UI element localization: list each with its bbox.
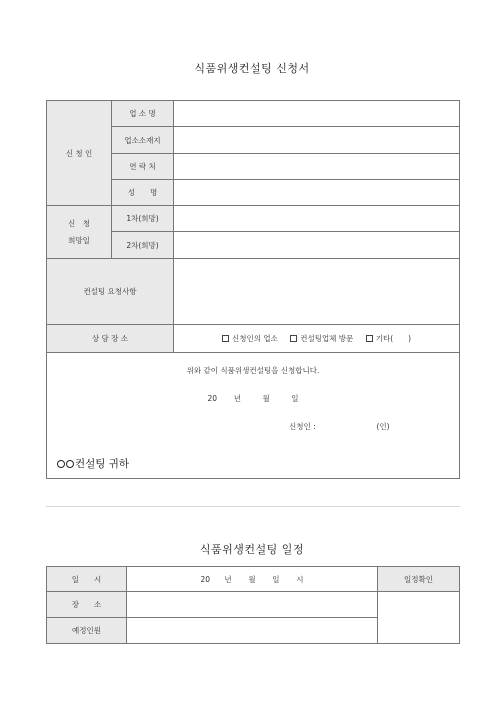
schedule-table xyxy=(46,566,460,644)
applicant-group-label: 신 청 인 xyxy=(47,101,112,206)
datetime-field[interactable]: 20 년 월 일 시 xyxy=(127,567,378,592)
statement-cell xyxy=(47,353,460,479)
section-divider xyxy=(46,506,460,507)
place-option-own-business[interactable]: 신청인의 업소 xyxy=(222,333,278,344)
seal-label: (인) xyxy=(376,422,390,431)
circle-mark-icon xyxy=(57,460,65,468)
form-title: 식품위생컨설팅 신청서 xyxy=(194,62,310,75)
statement-text: 위와 같이 식품위생컨설팅을 신청합니다. xyxy=(186,366,320,375)
schedule-title: 식품위생컨설팅 일정 xyxy=(199,543,305,556)
place-options xyxy=(174,325,460,353)
confirm-field[interactable] xyxy=(378,592,460,644)
request-label: 컨설팅 요청사항 xyxy=(47,259,174,325)
place-field[interactable] xyxy=(127,592,378,618)
confirm-label: 일정확인 xyxy=(378,567,460,592)
application-form-table xyxy=(46,100,460,479)
date-2-field[interactable] xyxy=(174,232,460,259)
applicant-sign-line xyxy=(289,421,390,432)
name-field[interactable] xyxy=(174,180,460,206)
staff-label: 예정인원 xyxy=(47,618,127,644)
date-line: 20 년 월 일 xyxy=(207,394,299,403)
applicant-sign-label: 신청인 : xyxy=(289,422,316,431)
addressee-text: 컨설팅 귀하 xyxy=(75,458,130,470)
contact-label: 연 락 처 xyxy=(112,154,174,180)
place-option-other[interactable]: 기타( ) xyxy=(366,333,411,344)
date-1-field[interactable] xyxy=(174,206,460,232)
business-name-field[interactable] xyxy=(174,101,460,127)
contact-field[interactable] xyxy=(174,154,460,180)
name-label: 성 명 xyxy=(112,180,174,206)
staff-field[interactable] xyxy=(127,618,378,644)
place-label: 상 담 장 소 xyxy=(47,325,174,353)
place-option-visit-company[interactable]: 컨설팅업체 방문 xyxy=(290,333,353,344)
checkbox-icon xyxy=(222,335,229,342)
date-2-label: 2차(희망) xyxy=(112,232,174,259)
date-1-label: 1차(희망) xyxy=(112,206,174,232)
business-address-label: 업소소재지 xyxy=(112,127,174,154)
circle-mark-icon xyxy=(66,460,74,468)
business-address-field[interactable] xyxy=(174,127,460,154)
date-group-label: 신 청 희망일 xyxy=(47,206,112,259)
addressee xyxy=(57,456,129,471)
business-name-label: 업 소 명 xyxy=(112,101,174,127)
request-field[interactable] xyxy=(174,259,460,325)
checkbox-icon xyxy=(290,335,297,342)
place-label: 장 소 xyxy=(47,592,127,618)
datetime-label: 일 시 xyxy=(47,567,127,592)
checkbox-icon xyxy=(366,335,373,342)
